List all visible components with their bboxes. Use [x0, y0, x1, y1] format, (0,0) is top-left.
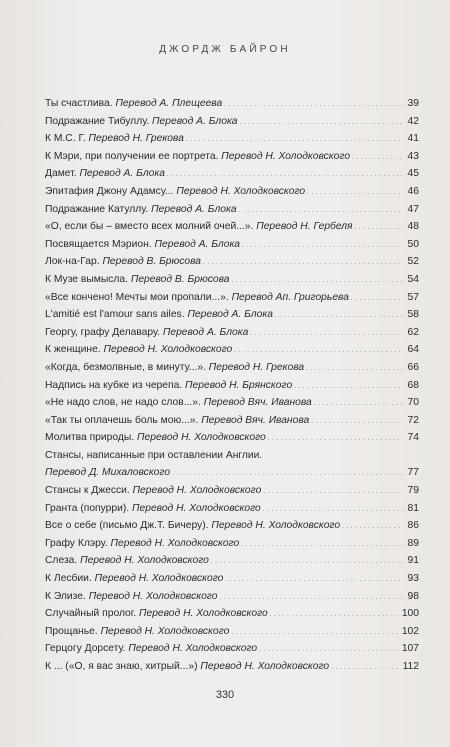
- toc-entry: [45, 183, 419, 201]
- toc-entry-text: [45, 640, 257, 658]
- toc-entry-page: 81: [407, 502, 419, 514]
- toc-entry-text: [45, 201, 237, 219]
- toc-entry: [45, 429, 419, 447]
- toc-entry-translator: Перевод Н. Холодковского: [176, 185, 306, 197]
- toc-entry-title: Эпитафия Джону Адамсу...: [45, 185, 177, 197]
- toc-entry-title: Молитва природы.: [45, 432, 138, 444]
- toc-entry-title: К ... («О, я вас знаю, хитрый...»): [45, 661, 201, 672]
- toc-entry-title: К Элизе.: [45, 590, 89, 602]
- toc-entry-translator: Перевод Н. Холодковского: [103, 344, 233, 356]
- page-number: 330: [215, 689, 235, 701]
- toc-entry-translator: Перевод Н. Холодковского: [200, 661, 330, 672]
- toc-entry-title: Прощанье.: [45, 625, 101, 637]
- toc-entry: [45, 552, 419, 570]
- toc-entry-page: 93: [407, 573, 419, 585]
- toc-entry-translator: Перевод А. Плещеева: [115, 98, 223, 109]
- toc-entry-page: 98: [407, 590, 419, 602]
- toc-entry-translator: Перевод Н. Гербеля: [256, 221, 353, 233]
- toc-entry-title: Стансы к Джесси.: [45, 485, 133, 497]
- toc-entry-title: К Лесбии.: [45, 573, 95, 585]
- toc-entry-text: [45, 341, 232, 359]
- toc-entry-translator: Перевод А. Блока: [151, 203, 237, 215]
- table-of-contents: [45, 95, 419, 676]
- toc-entry: [45, 412, 419, 430]
- toc-entry-title: Стансы, написанные при оставлении Англии.: [45, 449, 263, 461]
- toc-entry-title: «Так ты оплачешь боль мою...».: [45, 414, 202, 426]
- toc-entry-text: [45, 324, 248, 342]
- toc-entry-title: Графу Клэру.: [45, 537, 111, 549]
- running-head: ДЖОРДЖ БАЙРОН: [159, 44, 291, 55]
- toc-entry-page: 52: [407, 256, 419, 268]
- toc-entry: [45, 271, 419, 289]
- toc-entry-page: 62: [407, 326, 419, 338]
- toc-entry: [45, 658, 419, 676]
- toc-entry: [45, 201, 419, 219]
- toc-entry-page: 41: [407, 133, 419, 145]
- toc-entry-text: [45, 552, 209, 570]
- toc-entry-page: 112: [402, 661, 419, 672]
- toc-entry: [45, 605, 419, 623]
- toc-entry-title: «Все кончено! Мечты мои пропали...».: [45, 291, 232, 303]
- toc-entry-text: [45, 429, 266, 447]
- toc-entry: [45, 218, 419, 236]
- toc-entry: [45, 289, 419, 307]
- toc-entry-title: Случайный пролог.: [45, 608, 140, 620]
- toc-entry-translator: Перевод Н. Холодковского: [110, 537, 240, 549]
- toc-entry-page: 43: [407, 150, 419, 162]
- toc-entry-page: 42: [407, 115, 419, 127]
- toc-entry-translator: Перевод А. Блока: [79, 168, 165, 180]
- toc-entry-title: Гранта (попурри).: [45, 502, 133, 514]
- toc-entry: [45, 447, 419, 465]
- toc-entry-title: Дамет.: [45, 168, 80, 180]
- toc-entry: [45, 623, 419, 641]
- toc-entry-title: Герцогу Дорсету.: [45, 643, 129, 655]
- toc-entry-title: Подражание Тибуллу.: [45, 115, 153, 127]
- toc-entry: [45, 640, 419, 658]
- toc-entry-title: Ты счастлива.: [45, 98, 116, 109]
- toc-entry-translator: Перевод Вяч. Иванова: [201, 414, 310, 426]
- toc-entry-text: [45, 253, 201, 271]
- toc-entry-text: [45, 113, 238, 131]
- toc-entry-title: Посвящается Мэрион.: [45, 238, 155, 250]
- toc-entry: [45, 359, 419, 377]
- toc-entry-translator: Перевод Д. Михаловского: [45, 467, 171, 479]
- toc-entry-translator: Перевод Н. Холодковского: [88, 590, 218, 602]
- toc-entry-text: [45, 450, 262, 461]
- toc-entry-page: 64: [407, 344, 419, 356]
- toc-entry: [45, 236, 419, 254]
- toc-entry: [45, 570, 419, 588]
- toc-entry: [45, 482, 419, 500]
- toc-entry-translator: Перевод А. Блока: [162, 326, 249, 338]
- toc-entry: [45, 130, 419, 148]
- toc-entry-page: 91: [407, 555, 419, 567]
- toc-entry-translator: Перевод Н. Грекова: [88, 133, 184, 145]
- toc-entry: [45, 394, 419, 412]
- toc-entry-text: [45, 658, 329, 676]
- toc-entry-text: [45, 130, 184, 148]
- toc-entry-text: [45, 535, 239, 553]
- toc-entry-translator: Перевод Н. Грекова: [208, 361, 305, 373]
- toc-entry-page: 100: [401, 608, 419, 620]
- toc-entry: [45, 535, 419, 553]
- toc-entry-text: [45, 236, 240, 254]
- toc-entry-text: [45, 165, 165, 183]
- toc-entry-page: 70: [407, 397, 419, 409]
- toc-entry-page: 74: [407, 432, 419, 444]
- toc-entry-translator: Перевод Н. Холодковского: [139, 608, 268, 620]
- toc-entry-text: [45, 482, 261, 500]
- toc-entry-text: [45, 271, 229, 289]
- toc-entry-title: Георгу, графу Делавару.: [45, 326, 163, 338]
- toc-entry-page: 50: [407, 238, 419, 250]
- toc-entry-page: 47: [407, 203, 419, 215]
- toc-entry-text: [45, 464, 170, 482]
- toc-entry-page: 79: [407, 485, 419, 497]
- toc-entry: [45, 165, 419, 183]
- toc-entry-title: К М.С. Г.: [45, 133, 89, 145]
- toc-entry-text: [45, 148, 350, 166]
- toc-entry-text: [45, 306, 273, 324]
- toc-entry-text: [45, 605, 268, 623]
- dot-leader: [268, 429, 403, 449]
- toc-entry: [45, 517, 419, 535]
- toc-entry-translator: Перевод Н. Холодковского: [100, 625, 230, 637]
- toc-entry-title: Надпись на кубке из черепа.: [45, 379, 186, 391]
- toc-entry-translator: Перевод А. Блока: [152, 115, 238, 127]
- toc-entry-translator: Перевод Н. Холодковского: [211, 520, 341, 532]
- toc-entry-page: 72: [407, 414, 419, 426]
- toc-entry-translator: Перевод Н. Холодковского: [137, 432, 266, 444]
- toc-entry-page: 46: [407, 185, 419, 197]
- toc-entry-title: «Не надо слов, не надо слов...».: [45, 397, 204, 409]
- toc-entry-title: Подражание Катуллу.: [45, 203, 152, 215]
- toc-entry: [45, 306, 419, 324]
- toc-entry-text: [45, 500, 261, 518]
- toc-entry-page: 45: [407, 168, 419, 180]
- toc-entry-title: К женщине.: [45, 344, 104, 356]
- toc-entry: [45, 500, 419, 518]
- toc-entry-translator: Перевод В. Брюсова: [130, 273, 230, 285]
- toc-entry-text: [45, 377, 292, 395]
- toc-entry-page: 39: [407, 98, 419, 109]
- toc-entry-translator: Перевод Вяч. Иванова: [203, 397, 312, 409]
- toc-entry-page: 66: [407, 361, 419, 373]
- dot-leader: [331, 658, 400, 678]
- toc-entry-page: 77: [407, 467, 419, 479]
- toc-entry-page: 107: [401, 643, 419, 655]
- toc-entry-page: 54: [407, 273, 419, 285]
- toc-entry-translator: Перевод Н. Холодковского: [128, 643, 258, 655]
- toc-entry-title: L'amitié est l'amour sans ailes.: [45, 309, 188, 321]
- toc-entry-translator: Перевод Н. Холодковского: [221, 150, 351, 162]
- toc-entry: [45, 341, 419, 359]
- toc-entry-translator: Перевод Ап. Григорьева: [231, 291, 349, 303]
- toc-entry-translator: Перевод Н. Холодковского: [94, 573, 224, 585]
- toc-entry-text: [45, 95, 222, 113]
- toc-entry-text: [45, 183, 305, 201]
- toc-entry-text: [45, 218, 353, 236]
- toc-entry-translator: Перевод А. Блока: [154, 238, 241, 250]
- toc-entry-page: 57: [407, 291, 419, 303]
- toc-entry: [45, 148, 419, 166]
- toc-entry-text: [45, 289, 349, 307]
- toc-entry-translator: Перевод А. Блока: [187, 309, 273, 321]
- toc-entry-text: [45, 570, 223, 588]
- toc-entry-text: [45, 517, 340, 535]
- toc-entry-text: [45, 588, 218, 606]
- toc-entry: [45, 113, 419, 131]
- toc-entry-translator: Перевод В. Брюсова: [102, 256, 202, 268]
- toc-entry-text: [45, 359, 304, 377]
- toc-entry-page: 102: [401, 625, 419, 637]
- toc-entry-title: К Музе вымысла.: [45, 273, 131, 285]
- toc-entry-title: Слеза.: [45, 555, 81, 567]
- toc-entry-title: Лок-на-Гар.: [45, 256, 103, 268]
- toc-entry-page: 48: [407, 221, 419, 233]
- toc-entry-title: «О, если бы – вместо всех молний очей...».: [45, 221, 257, 233]
- toc-entry-translator: Перевод Н. Холодковского: [132, 502, 261, 514]
- toc-entry-translator: Перевод Н. Холодковского: [132, 485, 262, 497]
- toc-entry-text: [45, 412, 309, 430]
- toc-entry-text: [45, 394, 312, 412]
- toc-entry-title: «Когда, безмолвные, в минуту...».: [45, 361, 209, 373]
- toc-entry-page: 86: [407, 520, 419, 532]
- toc-entry-title: К Мэри, при получении ее портрета.: [45, 150, 222, 162]
- toc-entry-translator: Перевод Н. Брянского: [185, 379, 293, 391]
- toc-entry-translator: Перевод Н. Холодковского: [80, 555, 209, 567]
- toc-entry-page: 58: [407, 309, 419, 321]
- toc-entry-page: 68: [407, 379, 419, 391]
- toc-entry: [45, 464, 419, 482]
- toc-entry-title: Все о себе (письмо Дж.Т. Бичеру).: [45, 520, 212, 532]
- toc-entry: [45, 324, 419, 342]
- toc-entry: [45, 588, 419, 606]
- toc-entry-page: 89: [407, 537, 419, 549]
- toc-entry-text: [45, 623, 229, 641]
- toc-entry: [45, 377, 419, 395]
- toc-entry: [45, 95, 419, 113]
- toc-entry: [45, 253, 419, 271]
